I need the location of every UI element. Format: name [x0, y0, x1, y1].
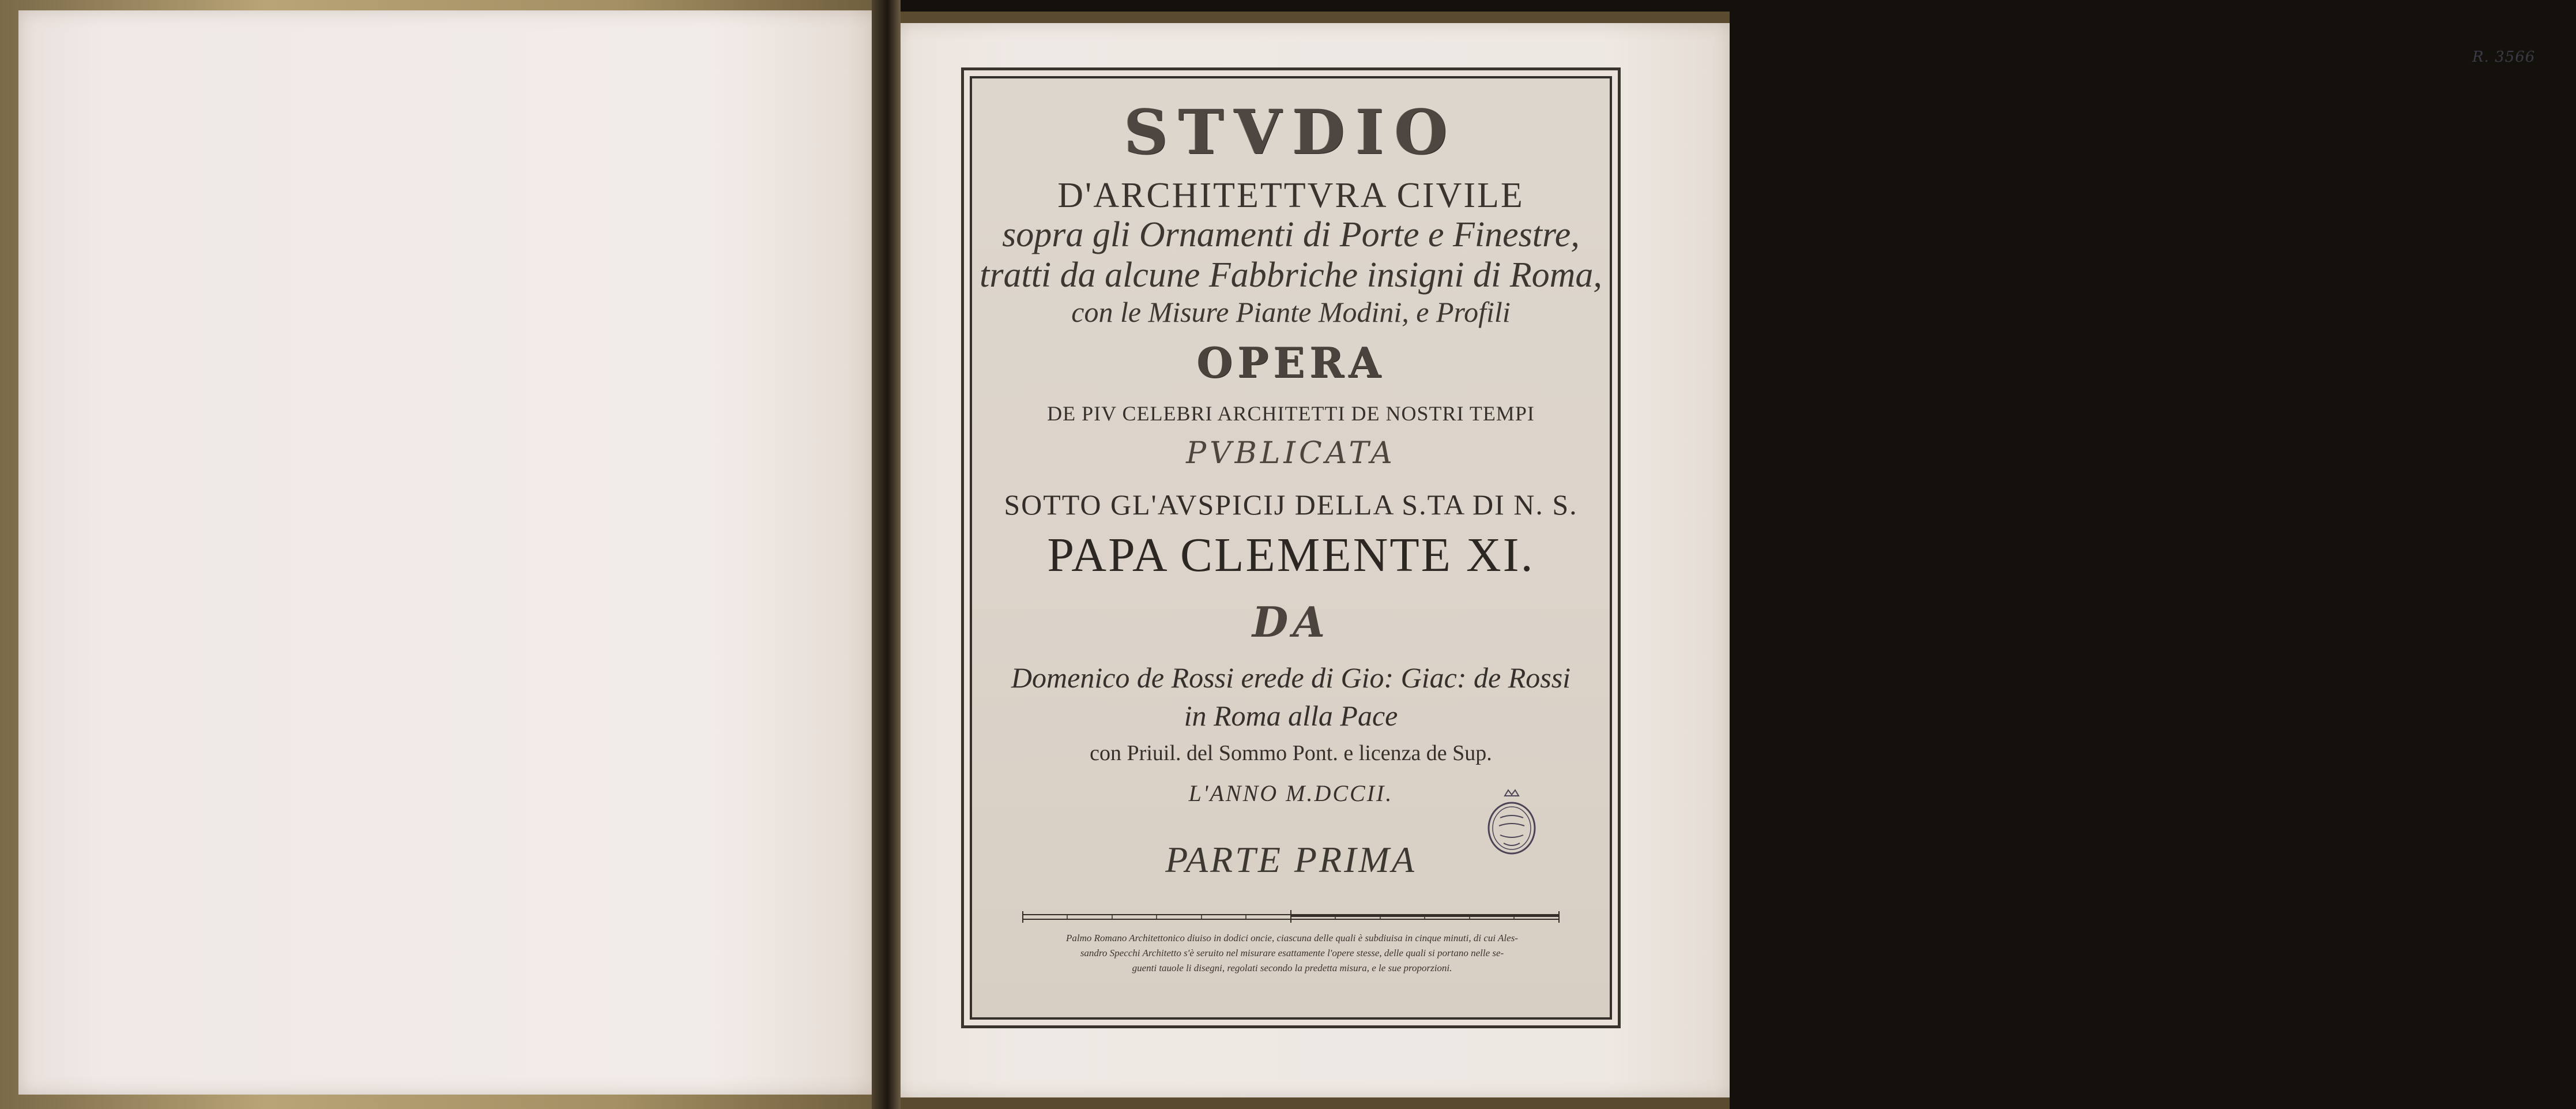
book-gutter	[872, 0, 901, 1109]
publisher-line: Domenico de Rossi erede di Gio: Giac: de Rossi	[1011, 661, 1571, 694]
scale-caption-line: sandro Specchi Architetto s'è seruito nel misurare esattamente l'opere stesse, delle quali si portano nelle se-	[1080, 948, 1504, 958]
library-shelfmark: R. 3566	[2472, 48, 2536, 66]
da-heading: DA	[1252, 597, 1330, 646]
opera-heading: OPERA	[1196, 338, 1385, 387]
privilege-line: con Priuil. del Sommo Pont. e licenza de Sup.	[1090, 741, 1492, 765]
title-page	[888, 23, 2536, 1097]
scale-caption-line: Palmo Romano Architettonico diuiso in dodici oncie, ciascuna delle quali è subdiuisa in cinque minuti, di cui Ales-	[1066, 933, 1518, 943]
palmo-scale-bar	[1023, 909, 1559, 926]
blank-left-page	[18, 10, 883, 1095]
engraved-plate	[970, 76, 1612, 1020]
publicata-heading: PVBLICATA	[1186, 436, 1396, 471]
auspices-line: SOTTO GL'AVSPICIJ DELLA S.TA DI N. S.	[1004, 488, 1578, 521]
subtitle-architettura: D'ARCHITETTVRA CIVILE	[1057, 176, 1524, 215]
library-seal-stamp	[1484, 788, 1539, 857]
dedicatee-line: PAPA CLEMENTE XI.	[1047, 528, 1535, 582]
subtitle-misure: con le Misure Piante Modini, e Profili	[1071, 296, 1511, 328]
architetti-line: DE PIV CELEBRI ARCHITETTI DE NOSTRI TEMPI	[1047, 402, 1535, 425]
main-title: STVDIO	[1124, 96, 1458, 168]
year-line: L'ANNO M.DCCII.	[1188, 780, 1394, 806]
scale-caption-line: guenti tauole li disegni, regolati secondo la predetta misura, e le sue proporzioni.	[1132, 963, 1452, 973]
publisher-address-line: in Roma alla Pace	[1184, 700, 1398, 732]
scale-caption	[989, 931, 1595, 976]
subtitle-fabbriche: tratti da alcune Fabbriche insigni di Roma,	[980, 255, 1602, 295]
part-heading: PARTE PRIMA	[1165, 839, 1417, 880]
subtitle-ornamenti: sopra gli Ornamenti di Porte e Finestre,	[1002, 215, 1580, 254]
